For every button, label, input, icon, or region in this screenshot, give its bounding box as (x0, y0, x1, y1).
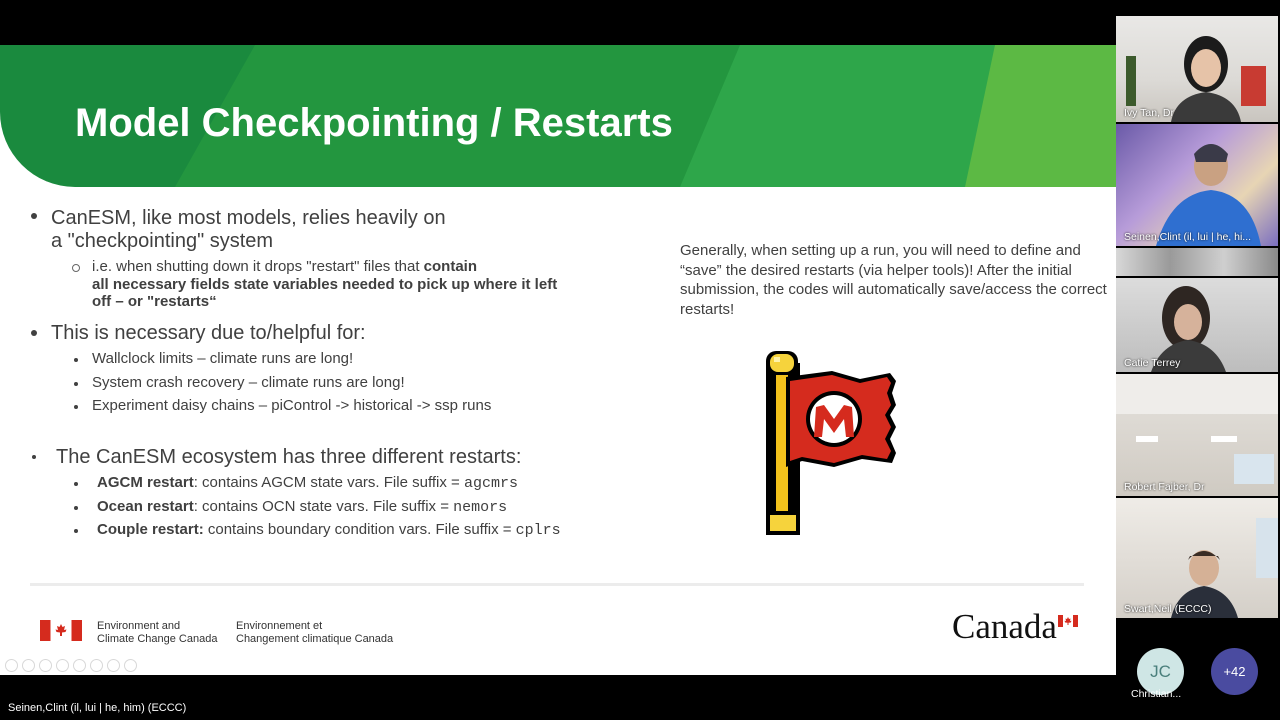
sub-bullet-dot (74, 382, 78, 386)
bullet-1-line-2: a "checkpointing" system (51, 230, 274, 252)
participant-tile[interactable] (1116, 278, 1278, 372)
subtitles-icon[interactable] (90, 659, 103, 672)
title-banner (0, 45, 1116, 187)
bullet-2-item-2: System crash recovery – climate runs are long! (92, 374, 405, 391)
bullet-2-item-3: Experiment daisy chains – piControl -> historical -> ssp runs (92, 397, 492, 414)
more-participants-button[interactable]: +42 (1211, 648, 1258, 695)
department-name-french: Environnement et Changement climatique Canada (236, 620, 394, 645)
bullet-dot (31, 213, 37, 219)
sub-bullet-dot (74, 358, 78, 362)
bullet-3-text: The CanESM ecosystem has three different restarts: (56, 446, 522, 468)
pen-icon[interactable] (39, 659, 52, 672)
restart-item-couple: Couple restart: contains boundary condition vars. File suffix = cplrs (97, 521, 561, 539)
participant-tile[interactable] (1116, 374, 1278, 496)
restarts-explanation: Generally, when setting up a run, you will need to define and “save” the desired restarts (via helper tools)! After the initial submission, the codes will automatically save/access the correct restarts! (680, 242, 1107, 318)
avatar-name: Christian... (1131, 688, 1182, 700)
bullet-2-item-1: Wallclock limits – climate runs are long! (92, 350, 354, 367)
next-slide-icon[interactable] (22, 659, 35, 672)
participant-name: Swart,Neil (ECCC) (1124, 603, 1212, 615)
camera-icon[interactable] (107, 659, 120, 672)
sub-bullet-circle (72, 264, 80, 272)
sub-bullet-dot (74, 405, 78, 409)
bullet-1-sub-line-3: off – or "restarts“ (92, 293, 217, 310)
video-feed (1116, 124, 1278, 246)
bullet-2-text: This is necessary due to/helpful for: (51, 322, 366, 344)
participant-name: Robert Fajber, Dr (1124, 481, 1205, 493)
grid-icon[interactable] (56, 659, 69, 672)
canada-flag-icon (40, 620, 82, 641)
participant-strip[interactable] (1116, 248, 1278, 276)
participant-name: Seinen,Clint (il, lui | he, hi... (1124, 231, 1252, 243)
sub-bullet-dot (74, 529, 78, 533)
more-options-icon[interactable] (124, 659, 137, 672)
department-name-english: Environment and Climate Change Canada (97, 620, 218, 645)
participant-name: Ivy Tan, Dr (1124, 107, 1174, 119)
bullet-1-line-1: CanESM, like most models, relies heavily on (51, 207, 446, 229)
footer-divider (30, 583, 1084, 586)
bullet-1-sub-line-1: i.e. when shutting down it drops "restart" files that contain (92, 258, 477, 275)
bullet-dot (31, 330, 37, 336)
bullet-dot (32, 455, 36, 459)
slide-controls[interactable] (5, 659, 137, 672)
wordmark-flag-icon (1058, 615, 1078, 627)
participant-tile[interactable] (1116, 498, 1278, 618)
slide-title: Model Checkpointing / Restarts (75, 101, 673, 145)
participant-avatar[interactable]: JC (1137, 648, 1184, 695)
previous-slide-icon[interactable] (5, 659, 18, 672)
canada-wordmark: Canada (952, 607, 1057, 646)
sub-bullet-dot (74, 482, 78, 486)
sub-bullet-dot (74, 506, 78, 510)
active-speaker-label: Seinen,Clint (il, lui | he, him) (ECCC) (8, 702, 187, 714)
restart-item-agcm: AGCM restart: contains AGCM state vars. File suffix = agcmrs (97, 474, 518, 492)
restart-item-ocean: Ocean restart: contains OCN state vars. File suffix = nemors (97, 498, 508, 516)
participant-tile[interactable] (1116, 124, 1278, 246)
presentation-slide (0, 45, 1116, 675)
video-feed (1116, 374, 1278, 496)
participant-tile[interactable] (1116, 16, 1278, 122)
zoom-icon[interactable] (73, 659, 86, 672)
bullet-1-sub-line-2: all necessary fields state variables needed to pick up where it left (92, 276, 558, 293)
video-feed (1116, 498, 1278, 618)
participant-name: Catie Terrey (1124, 357, 1181, 369)
checkpoint-flag-icon (762, 349, 898, 537)
